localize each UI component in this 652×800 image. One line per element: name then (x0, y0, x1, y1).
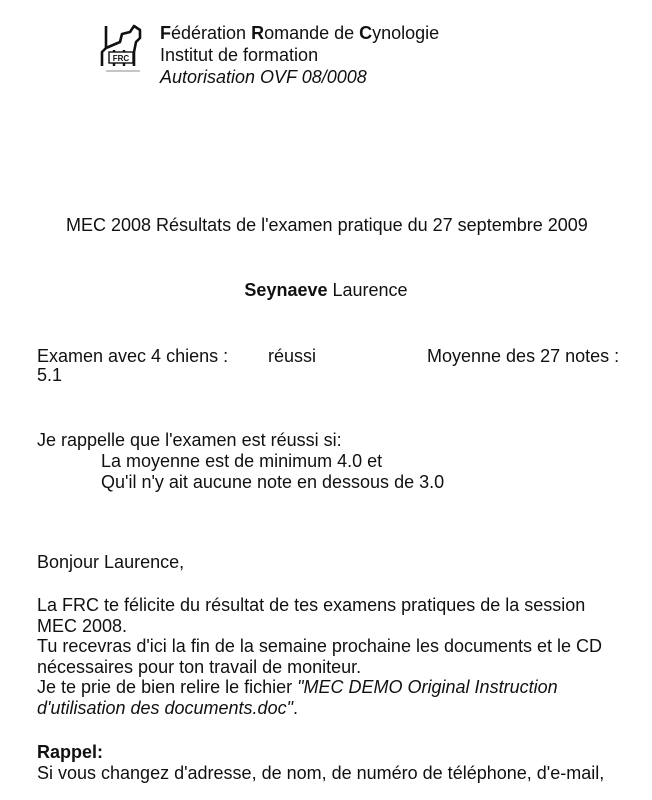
exam-status: réussi (268, 346, 317, 366)
condition-1: La moyenne est de minimum 4.0 et (101, 451, 383, 471)
body-line: La FRC te félicite du résultat de tes examens pratiques de la session (37, 595, 586, 615)
body-line: nécessaires pour ton travail de moniteur. (37, 656, 362, 677)
file-name-cont: d'utilisation des documents.doc" (37, 697, 293, 718)
logo-text: FRC (112, 54, 130, 63)
average-label: Moyenne des 27 notes : (427, 346, 620, 366)
body-line: d'utilisation des documents.doc". (37, 697, 298, 718)
frc-dog-logo-icon (100, 22, 148, 76)
file-name: "MEC DEMO Original Instruction (297, 677, 558, 697)
exam-label: Examen avec 4 chiens : (37, 346, 229, 366)
greeting: Bonjour Laurence, (37, 552, 185, 572)
letterhead (160, 22, 439, 88)
average-value: 5.1 (37, 365, 63, 385)
body-paragraph (37, 595, 602, 718)
reminder-intro: Je rappelle que l'examen est réussi si: (37, 430, 342, 450)
authorisation-line: Autorisation OVF 08/0008 (160, 67, 367, 87)
organization-name: Fédération Romande de Cynologie (160, 23, 440, 43)
rappel-text: Si vous changez d'adresse, de nom, de numéro de téléphone, d'e-mail, (37, 763, 605, 783)
condition-2: Qu'il n'y ait aucune note en dessous de 3.0 (101, 472, 445, 492)
institute-line: Institut de formation (160, 45, 319, 65)
body-line: Tu recevras d'ici la fin de la semaine prochaine les documents et le CD (37, 636, 603, 656)
body-line: MEC 2008. (37, 615, 128, 636)
document-title: MEC 2008 Résultats de l'examen pratique du 27 septembre 2009 (66, 215, 588, 235)
rappel-heading: Rappel: (37, 742, 104, 762)
body-line: Je te prie de bien relire le fichier "MEC DEMO Original Instruction (37, 677, 558, 697)
recipient-name: Seynaeve Laurence (244, 280, 408, 300)
